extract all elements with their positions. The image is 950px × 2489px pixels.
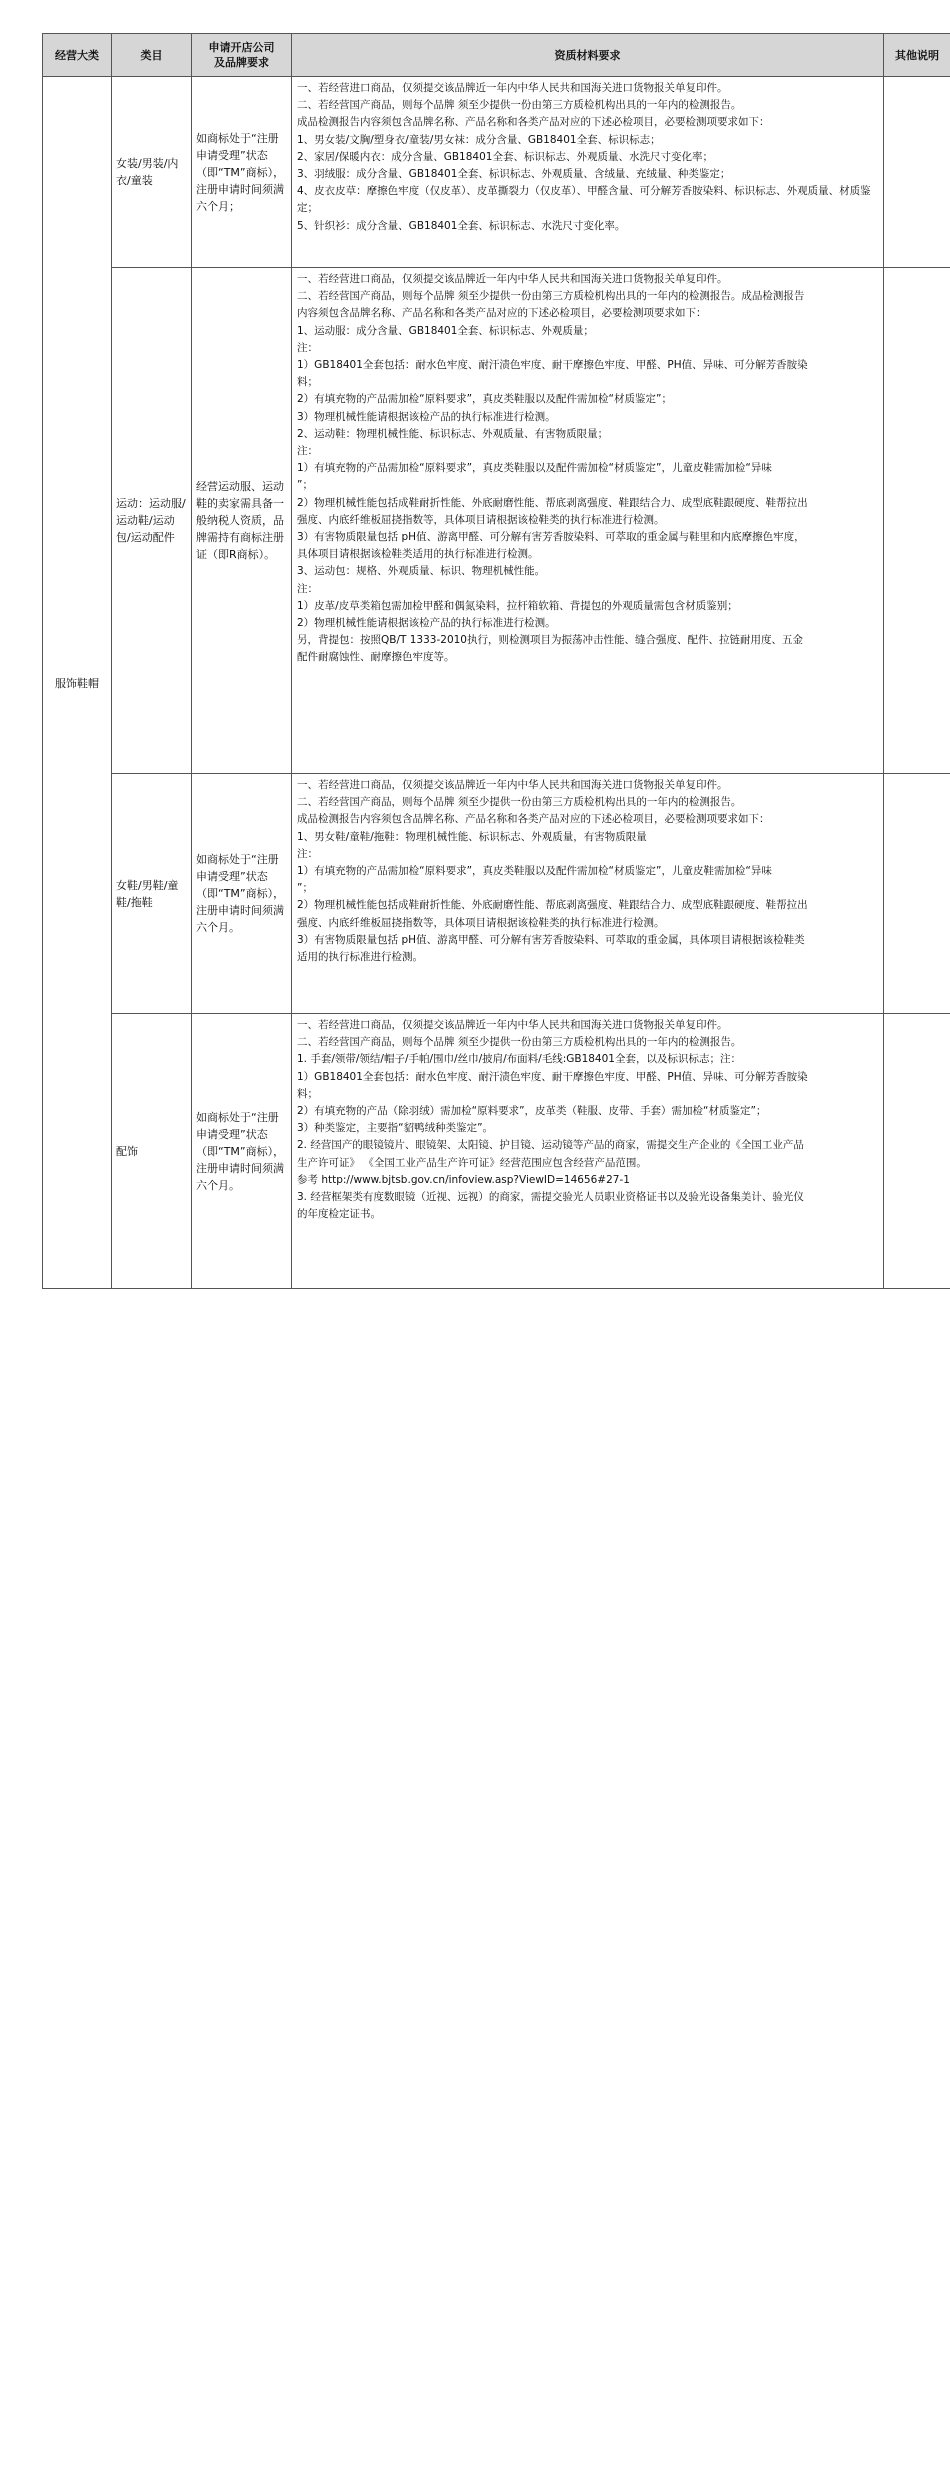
shop-requirement-cell: 如商标处于“注册申请受理”状态（即“TM”商标），注册申请时间须满六个月。 (192, 774, 292, 1014)
requirements-table (42, 33, 950, 1289)
requirement-line: 1）有填充物的产品需加检“原料要求”，真皮类鞋服以及配件需加检“材质鉴定”，儿童皮鞋需加检“异味 (297, 865, 772, 878)
subcategory-cell: 女装/男装/内衣/童装 (112, 77, 192, 268)
requirement-line: 注： (297, 341, 318, 354)
requirement-line: 成品检测报告内容须包含品牌名称、产品名称和各类产品对应的下述必检项目，必要检测项要求如下： (297, 116, 770, 129)
shop-requirement-cell: 如商标处于“注册申请受理”状态（即“TM”商标），注册申请时间须满六个月； (192, 77, 292, 268)
requirement-line: 1、运动服：成分含量、GB18401全套、标识标志、外观质量； (297, 324, 594, 337)
requirement-line: 3）有害物质限量包括 pH值、游离甲醛、可分解有害芳香胺染料、可萃取的重金属与鞋里和内底摩擦色牢度， (297, 531, 805, 544)
requirement-line: 参考 http://www.bjtsb.gov.cn/infoview.asp?ViewID=14656#27-1 (297, 1173, 630, 1186)
requirement-line: 内容须包含品牌名称、产品名称和各类产品对应的下述必检项目，必要检测项要求如下： (297, 307, 707, 320)
shop-requirement-cell: 如商标处于“注册申请受理”状态（即“TM”商标），注册申请时间须满六个月。 (192, 1014, 292, 1289)
table-row (43, 774, 950, 1014)
requirement-line: 注： (297, 847, 318, 860)
subcategory-cell: 配饰 (112, 1014, 192, 1289)
requirement-line: 2. 经营国产的眼镜镜片、眼镜架、太阳镜、护目镜、运动镜等产品的商家，需提交生产企业的《全国工业产品 (297, 1139, 804, 1152)
requirement-line: 3、羽绒服：成分含量、GB18401全套、标识标志、外观质量、含绒量、充绒量、种类鉴定； (297, 168, 731, 181)
category-cell: 服饰鞋帽 (43, 77, 112, 1289)
requirement-line: ”； (297, 479, 313, 492)
requirements-cell (292, 268, 884, 774)
requirement-line: 1）GB18401全套包括：耐水色牢度、耐汗渍色牢度、耐干摩擦色牢度、甲醛、PH值、异味、可分解芳香胺染 (297, 1070, 808, 1083)
requirement-line: 4、皮衣皮草：摩擦色牢度（仅皮革）、皮革撕裂力（仅皮革）、甲醛含量、可分解芳香胺染料、标识标志、外观质量、材质鉴定； (297, 185, 871, 215)
requirement-line: 具体项目请根据该检鞋类适用的执行标准进行检测。 (297, 548, 539, 561)
requirement-line: 适用的执行标准进行检测。 (297, 951, 423, 964)
shop-requirement-cell: 经营运动服、运动鞋的卖家需具备一般纳税人资质，品牌需持有商标注册证（即R商标）。 (192, 268, 292, 774)
requirement-line: 配件耐腐蚀性、耐摩擦色牢度等。 (297, 651, 455, 664)
requirement-line: 2、运动鞋：物理机械性能、标识标志、外观质量、有害物质限量； (297, 427, 609, 440)
requirement-line: 3）物理机械性能请根据该检产品的执行标准进行检测。 (297, 410, 556, 423)
header-subcategory: 类目 (112, 34, 192, 77)
requirement-line: 成品检测报告内容须包含品牌名称、产品名称和各类产品对应的下述必检项目，必要检测项要求如下： (297, 813, 770, 826)
requirement-line: 3. 经营框架类有度数眼镜（近视、远视）的商家，需提交验光人员职业资格证书以及验光设备集美计、验光仪 (297, 1191, 804, 1204)
requirement-line: 一、若经营进口商品，仅须提交该品牌近一年内中华人民共和国海关进口货物报关单复印件。 (297, 779, 728, 791)
requirement-line: 一、若经营进口商品，仅须提交该品牌近一年内中华人民共和国海关进口货物报关单复印件。 (297, 273, 728, 285)
table-row (43, 77, 950, 268)
requirements-cell (292, 77, 884, 268)
requirement-line: 2）物理机械性能包括成鞋耐折性能、外底耐磨性能、帮底剥离强度、鞋跟结合力、成型底鞋跟硬度、鞋帮拉出 (297, 899, 808, 912)
subcategory-cell: 女鞋/男鞋/童鞋/拖鞋 (112, 774, 192, 1014)
header-category: 经营大类 (43, 34, 112, 77)
requirement-line: 1）GB18401全套包括：耐水色牢度、耐汗渍色牢度、耐干摩擦色牢度、甲醛、PH值、异味、可分解芳香胺染 (297, 359, 808, 372)
requirement-line: 料； (297, 1087, 318, 1100)
requirement-line: 一、若经营进口商品，仅须提交该品牌近一年内中华人民共和国海关进口货物报关单复印件。 (297, 1019, 728, 1031)
requirement-line: 一、若经营进口商品，仅须提交该品牌近一年内中华人民共和国海关进口货物报关单复印件。 (297, 82, 728, 94)
requirement-line: 3、运动包：规格、外观质量、标识、物理机械性能。 (297, 565, 546, 578)
table-row (43, 268, 950, 774)
table-row (43, 1014, 950, 1289)
requirement-line: 注： (297, 582, 318, 595)
requirement-line: 二、若经营国产商品，则每个品牌 须至少提供一份由第三方质检机构出具的一年内的检测报告。 (297, 1036, 742, 1049)
requirement-line: 二、若经营国产商品，则每个品牌 须至少提供一份由第三方质检机构出具的一年内的检测报告。 (297, 796, 742, 809)
subcategory-cell: 运动：运动服/运动鞋/运动包/运动配件 (112, 268, 192, 774)
requirement-line: 3）有害物质限量包括 pH值、游离甲醛、可分解有害芳香胺染料、可萃取的重金属，具体项目请根据该检鞋类 (297, 933, 805, 946)
other-cell (884, 1014, 950, 1289)
requirement-line: 强度、内底纤维板屈挠指数等，具体项目请根据该检鞋类的执行标准进行检测。 (297, 513, 665, 526)
requirement-line: 强度、内底纤维板屈挠指数等，具体项目请根据该检鞋类的执行标准进行检测。 (297, 916, 665, 929)
requirements-cell (292, 774, 884, 1014)
requirement-line: 2、家居/保暖内衣：成分含量、GB18401全套、标识标志、外观质量、水洗尺寸变化率； (297, 150, 713, 163)
requirement-line: 注： (297, 445, 318, 458)
requirement-line: 2）物理机械性能请根据该检产品的执行标准进行检测。 (297, 617, 556, 630)
other-cell (884, 268, 950, 774)
header-other: 其他说明 (884, 34, 950, 77)
requirement-line: 1）皮革/皮草类箱包需加检甲醛和偶氮染料，拉杆箱软箱、背提包的外观质量需包含材质鉴别； (297, 599, 738, 612)
requirement-line: 1、男女鞋/童鞋/拖鞋：物理机械性能、标识标志、外观质量，有害物质限量 (297, 830, 647, 843)
requirement-line: 生产许可证》 《全国工业产品生产许可证》经营范围应包含经营产品范围。 (297, 1156, 647, 1169)
requirement-line: 2）有填充物的产品（除羽绒）需加检“原料要求”，皮革类（鞋服、皮带、手套）需加检“材质鉴定”； (297, 1105, 767, 1118)
table-header-row (43, 34, 950, 77)
requirement-line: 二、若经营国产商品，则每个品牌 须至少提供一份由第三方质检机构出具的一年内的检测报告。 (297, 99, 742, 112)
requirement-line: 1）有填充物的产品需加检“原料要求”，真皮类鞋服以及配件需加检“材质鉴定”，儿童皮鞋需加检“异味 (297, 462, 772, 475)
requirement-line: 1、男女装/文胸/塑身衣/童装/男女袜：成分含量、GB18401全套、标识标志； (297, 133, 661, 146)
header-shop-requirement: 申请开店公司 及品牌要求 (192, 34, 292, 77)
other-cell (884, 77, 950, 268)
requirement-line: 二、若经营国产商品，则每个品牌 须至少提供一份由第三方质检机构出具的一年内的检测报告。成品检测报告 (297, 290, 805, 303)
requirements-cell (292, 1014, 884, 1289)
requirement-line: 5、针织衫：成分含量、GB18401全套、标识标志、水洗尺寸变化率。 (297, 219, 626, 232)
requirement-line: 另，背提包：按照QB/T 1333-2010执行，则检测项目为振荡冲击性能、缝合强度、配件、拉链耐用度、五金 (297, 634, 803, 647)
requirement-line: ”； (297, 882, 313, 895)
requirement-line: 2）有填充物的产品需加检“原料要求”，真皮类鞋服以及配件需加检“材质鉴定”； (297, 393, 672, 406)
header-materials: 资质材料要求 (292, 34, 884, 77)
requirement-line: 2）物理机械性能包括成鞋耐折性能、外底耐磨性能、帮底剥离强度、鞋跟结合力、成型底鞋跟硬度、鞋帮拉出 (297, 496, 808, 509)
requirement-line: 1. 手套/领带/领结/帽子/手帕/围巾/丝巾/披肩/布面料/毛线:GB18401全套，以及标识标志；注： (297, 1053, 741, 1066)
other-cell (884, 774, 950, 1014)
requirement-line: 3）种类鉴定，主要指“貂鸭绒种类鉴定”。 (297, 1122, 494, 1135)
requirement-line: 的年度检定证书。 (297, 1208, 381, 1221)
requirement-line: 料； (297, 376, 318, 389)
